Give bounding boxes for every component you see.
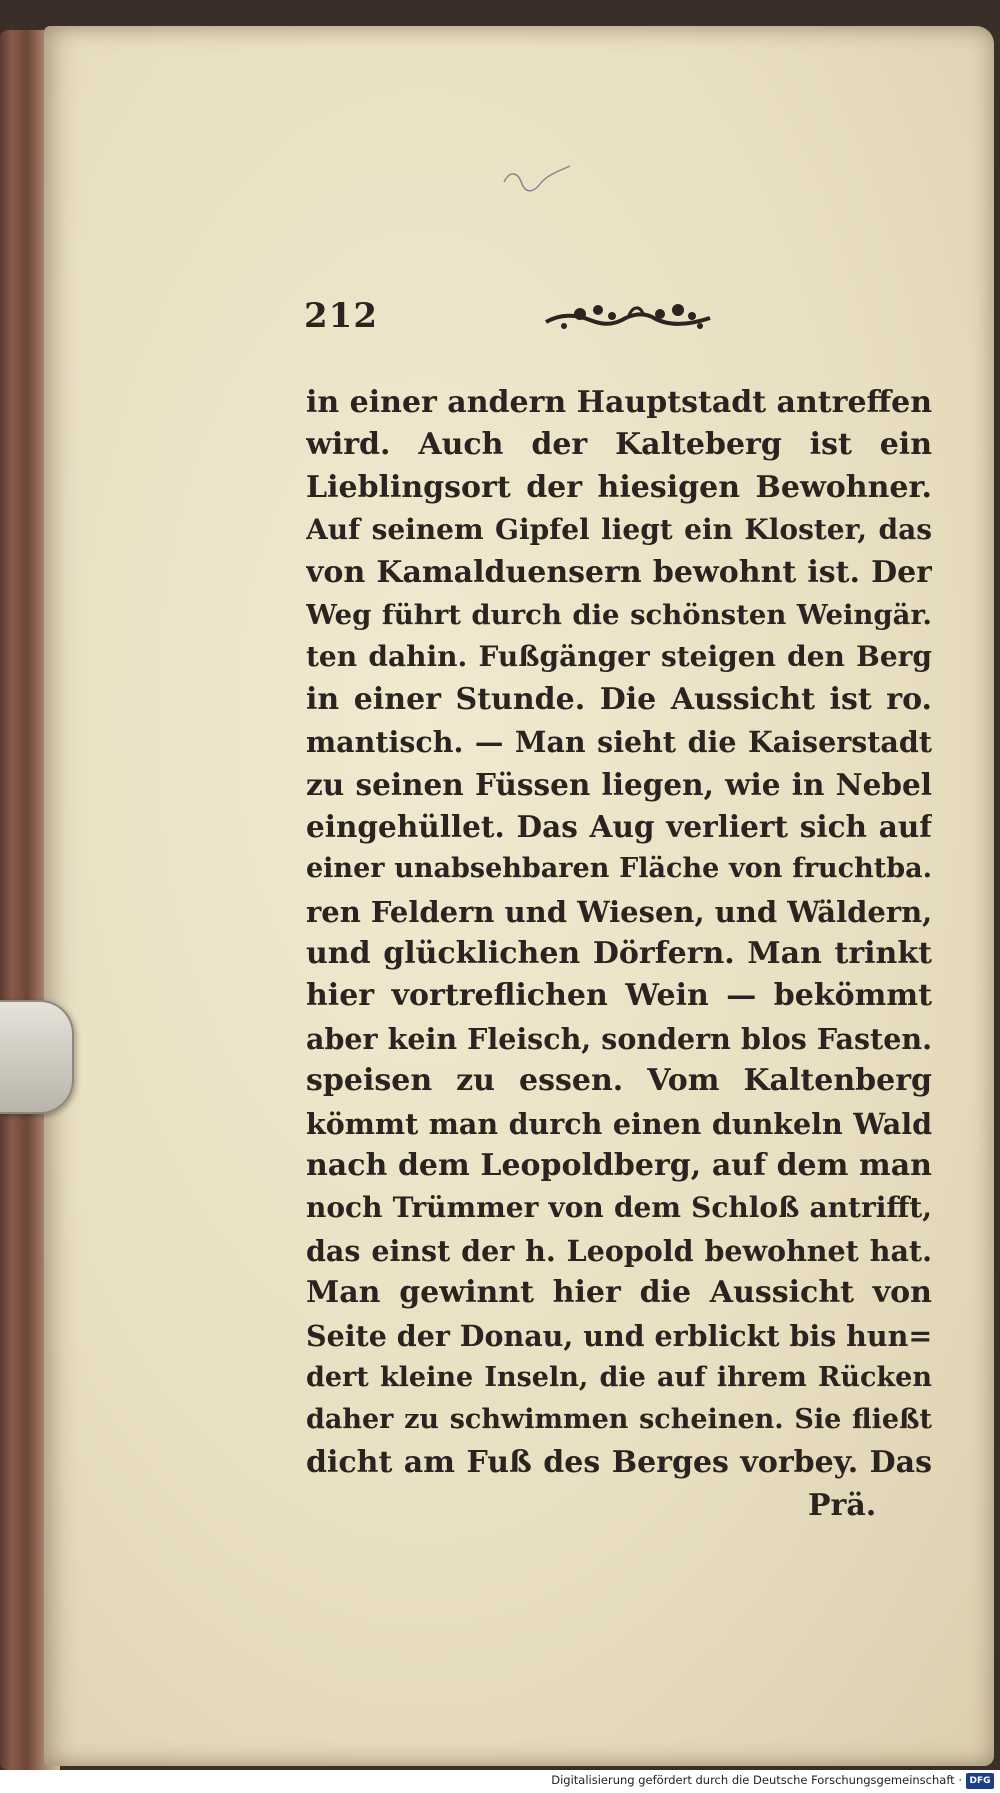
page-number: 212 — [304, 296, 378, 336]
text-line: Man gewinnt hier die Aussicht von — [306, 1275, 932, 1311]
text-line: Seite der Donau, und erblickt bis hun= — [306, 1318, 932, 1353]
text-line: Weg führt durch die schönsten Weingär. — [306, 598, 932, 631]
text-line: einer unabsehbaren Fläche von fruchtba. — [306, 853, 932, 885]
text-line: mantisch. — Man sieht die Kaiserstadt — [306, 725, 932, 760]
text-line: in einer Stunde. Die Aussicht ist ro. — [306, 681, 932, 717]
footer-bar — [0, 1770, 1000, 1793]
footer-credit: Digitalisierung gefördert durch die Deutsche Forschungsgemeinschaft · — [551, 1773, 962, 1787]
text-line: ten dahin. Fußgänger steigen den Berg — [306, 640, 932, 674]
body-text — [306, 382, 932, 1484]
text-line: zu seinen Füssen liegen, wie in Nebel — [306, 766, 932, 802]
text-line: dicht am Fuß des Berges vorbey. Das — [306, 1444, 932, 1480]
text-line: in einer andern Hauptstadt antreffen — [306, 385, 932, 420]
text-line: daher zu schwimmen scheinen. Sie fließt — [306, 1404, 932, 1436]
text-line: nach dem Leopoldberg, auf dem man — [306, 1148, 932, 1184]
text-line: noch Trümmer von dem Schloß antrifft, — [306, 1191, 932, 1225]
floral-ornament-icon — [540, 296, 716, 340]
text-line: speisen zu essen. Vom Kaltenberg — [306, 1063, 932, 1099]
text-line: hier vortreflichen Wein — bekömmt — [306, 978, 932, 1014]
catchword: Prä. — [808, 1488, 877, 1523]
text-line: und glücklichen Dörfern. Man trinkt — [306, 936, 932, 972]
text-line: das einst der h. Leopold bewohnet hat. — [306, 1233, 932, 1268]
text-line: ren Feldern und Wiesen, und Wäldern, — [306, 894, 932, 929]
dfg-logo: DFG — [966, 1773, 994, 1789]
text-line: kömmt man durch einen dunkeln Wald — [306, 1106, 932, 1141]
text-line: aber kein Fleisch, sondern blos Fasten. — [306, 1021, 932, 1056]
text-line: dert kleine Inseln, die auf ihrem Rücken — [306, 1361, 932, 1393]
pencil-mark — [500, 162, 580, 202]
text-line: eingehüllet. Das Aug verliert sich auf — [306, 808, 932, 844]
text-line: Auf seinem Gipfel liegt ein Kloster, das — [306, 513, 932, 547]
text-line: von Kamalduensern bewohnt ist. Der — [306, 554, 932, 590]
text-line: wird. Auch der Kalteberg ist ein — [306, 427, 932, 463]
page-header — [304, 296, 724, 342]
page-clip — [0, 1000, 74, 1114]
text-line: Lieblingsort der hiesigen Bewohner. — [306, 469, 932, 505]
